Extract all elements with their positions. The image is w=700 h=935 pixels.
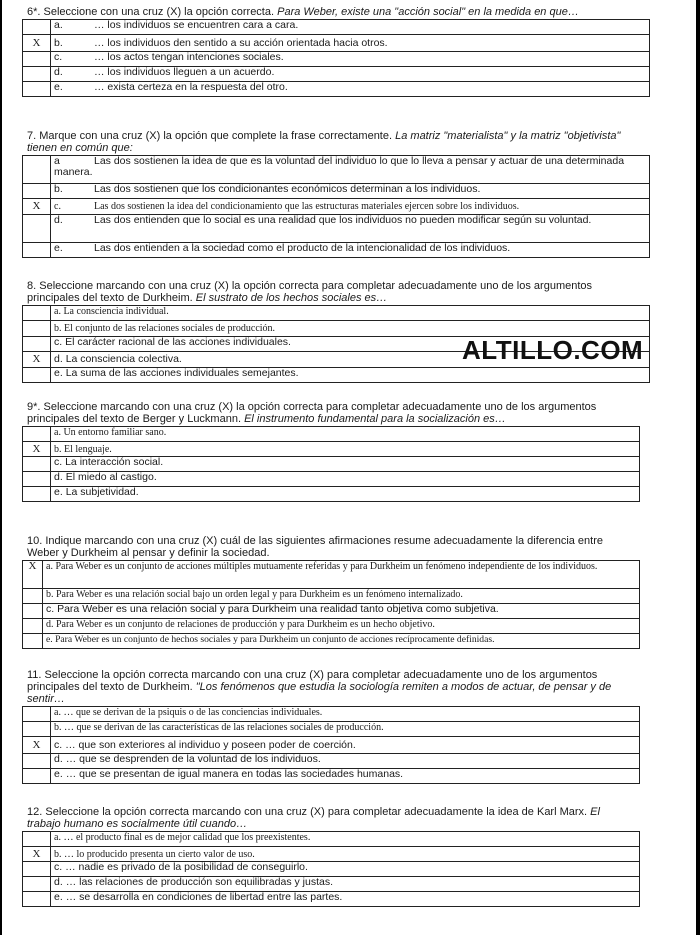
question-9-options	[22, 426, 640, 502]
option-row[interactable]: c. … los actos tengan intenciones sociales.	[23, 52, 650, 67]
question-10-prompt: 10. Indique marcando con una cruz (X) cuál de las siguientes afirmaciones resume adecuadamente la diferencia entre Weber y Durkheim al pensar y definir la sociedad.	[27, 535, 604, 559]
altillo-logo: ALTILLO.COM	[462, 335, 644, 365]
option-row[interactable]: a. La consciencia individual.	[23, 306, 650, 321]
option-row[interactable]: c. La interacción social.	[23, 457, 640, 472]
option-row[interactable]: b. El conjunto de las relaciones sociales de producción.	[23, 321, 650, 337]
option-row[interactable]: a. … los individuos se encuentren cara a cara.	[23, 20, 650, 35]
option-row[interactable]: X d. La consciencia colectiva.	[23, 352, 650, 368]
option-row[interactable]: X a. Para Weber es un conjunto de acciones múltiples mutuamente referidas y para Durkheim un fenómeno independiente de los individuos.	[23, 561, 640, 589]
question-12-prompt: 12. Seleccione la opción correcta marcando con una cruz (X) para completar adecuadamente la idea de Karl Marx. El trabajo humano es socialmente útil cuando…	[27, 806, 600, 830]
question-8	[22, 280, 650, 383]
question-9-prompt: 9*. Seleccione marcando con una cruz (X) la opción correcta para completar adecuadamente uno de los argumentos principales del texto de Berger y Luckmann. El instrumento fundamental para la socialización es…	[27, 401, 597, 425]
option-row[interactable]: c. Para Weber es una relación social y para Durkheim una realidad tanto objetiva como subjetiva.	[23, 604, 640, 619]
option-row[interactable]: d. … que se desprenden de la voluntad de los individuos.	[23, 754, 640, 769]
option-row[interactable]: c. El carácter racional de las acciones individuales.	[23, 337, 650, 352]
option-row[interactable]: e. La subjetividad.	[23, 487, 640, 502]
question-6-prompt: 6*. Seleccione con una cruz (X) la opción correcta. Para Weber, existe una "acción social" en la medida en que…	[27, 6, 579, 18]
question-7	[22, 130, 650, 258]
question-11-prompt: 11. Seleccione la opción correcta marcando con una cruz (X) para completar adecuadamente uno de los argumentos principales del texto de Durkheim. "Los fenómenos que estudia la sociología remiten a modos de actuar, de pensar y de sentir…	[27, 669, 612, 705]
option-row[interactable]: X c. … que son exteriores al individuo y poseen poder de coerción.	[23, 737, 640, 754]
question-10-options	[22, 560, 640, 649]
option-row[interactable]: X b. … lo producido presenta un cierto valor de uso.	[23, 847, 640, 862]
option-row[interactable]: d. Las dos entienden que lo social es una realidad que los individuos no pueden modificar según su voluntad.	[23, 215, 650, 243]
option-row[interactable]: a. Un entorno familiar sano.	[23, 427, 640, 442]
option-row[interactable]: e. … que se presentan de igual manera en todas las sociedades humanas.	[23, 769, 640, 784]
option-row[interactable]: d. Para Weber es un conjunto de relaciones de producción y para Durkheim es un hecho objetivo.	[23, 619, 640, 634]
question-11	[22, 669, 640, 784]
option-row[interactable]: a. … que se derivan de la psiquis o de las conciencias individuales.	[23, 707, 640, 722]
question-6	[22, 6, 650, 97]
option-row[interactable]: a. … el producto final es de mejor calidad que los preexistentes.	[23, 832, 640, 847]
option-row[interactable]: d. El miedo al castigo.	[23, 472, 640, 487]
option-row[interactable]: a Las dos sostienen la idea de que es la voluntad del individuo lo que lo lleva a pensar y actuar de una determinada manera.	[23, 156, 650, 184]
option-row[interactable]: X b. … los individuos den sentido a su acción orientada hacia otros.	[23, 35, 650, 52]
option-row[interactable]: b. … que se derivan de las características de las relaciones sociales de producción.	[23, 722, 640, 737]
question-12-options	[22, 831, 640, 907]
question-7-options	[22, 155, 650, 258]
option-row[interactable]: b. Para Weber es una relación social bajo un orden legal y para Durkheim es un fenómeno internalizado.	[23, 589, 640, 604]
option-row[interactable]: e. Para Weber es un conjunto de hechos sociales y para Durkheim un conjunto de acciones recíprocamente definidas.	[23, 634, 640, 649]
option-row[interactable]: d. … los individuos lleguen a un acuerdo.	[23, 67, 650, 82]
option-row[interactable]: c. … nadie es privado de la posibilidad de conseguirlo.	[23, 862, 640, 877]
option-row[interactable]: e. Las dos entienden a la sociedad como el producto de la intencionalidad de los individuos.	[23, 243, 650, 258]
option-row[interactable]: d. … las relaciones de producción son equilibradas y justas.	[23, 877, 640, 892]
option-row[interactable]: e. … exista certeza en la respuesta del otro.	[23, 82, 650, 97]
option-row[interactable]: e. La suma de las acciones individuales semejantes.	[23, 368, 650, 383]
question-8-prompt: 8. Seleccione marcando con una cruz (X) la opción correcta para completar adecuadamente uno de los argumentos principales del texto de Durkheim. El sustrato de los hechos sociales es…	[27, 280, 593, 304]
question-6-options	[22, 19, 650, 97]
option-row[interactable]: X b. El lenguaje.	[23, 442, 640, 457]
question-9	[22, 401, 640, 502]
option-row[interactable]: e. … se desarrolla en condiciones de libertad entre las partes.	[23, 892, 640, 907]
option-row[interactable]: X c. Las dos sostienen la idea del condicionamiento que las estructuras materiales ejercen sobre los individuos.	[23, 199, 650, 215]
option-row[interactable]: b. Las dos sostienen que los condicionantes económicos determinan a los individuos.	[23, 184, 650, 199]
left-border	[0, 0, 2, 935]
question-7-prompt: 7. Marque con una cruz (X) la opción que complete la frase correctamente. La matriz "materialista" y la matriz "objetivista" tienen en común que:	[27, 130, 621, 154]
right-border	[696, 0, 700, 935]
question-12	[22, 806, 640, 907]
question-11-options	[22, 706, 640, 784]
question-10	[22, 535, 640, 649]
